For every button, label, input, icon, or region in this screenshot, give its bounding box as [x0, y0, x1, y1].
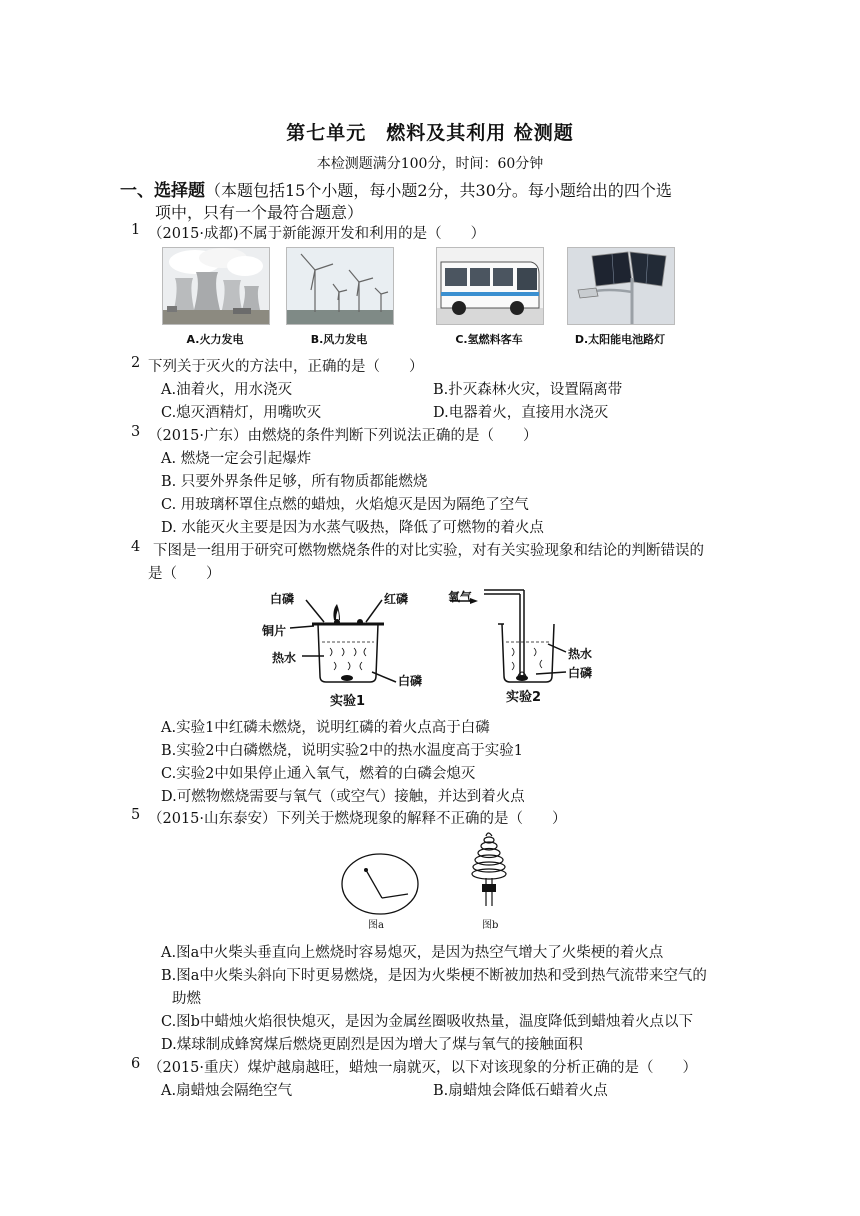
label-white-p-3: 白磷 [568, 666, 593, 680]
q6-number: 6 [131, 1056, 141, 1072]
label-hot-water-1: 热水 [272, 651, 297, 665]
q4-option-c: C.实验2中如果停止通入氧气，燃着的白磷会熄灭 [161, 766, 476, 782]
label-exp1: 实验1 [330, 694, 366, 709]
q4-option-b: B.实验2中白磷燃烧，说明实验2中的热水温度高于实验1 [161, 743, 523, 759]
q3-number: 3 [131, 424, 141, 440]
q5-number: 5 [131, 807, 141, 823]
q5-option-d: D.煤球制成蜂窝煤后燃烧更剧烈是因为增大了煤与氧气的接触面积 [161, 1037, 583, 1053]
caption-a: A.火力发电 [186, 333, 244, 346]
q1-stem: （2015·成都)不属于新能源开发和利用的是（ ） [148, 226, 486, 242]
q2-option-c: C.熄灭酒精灯，用嘴吹灭 [161, 405, 322, 421]
q6-option-b: B.扇蜡烛会降低石蜡着火点 [433, 1083, 608, 1099]
q3-option-a: A. 燃烧一定会引起爆炸 [161, 451, 312, 467]
q3-option-d: D. 水能灭火主要是因为水蒸气吸热，降低了可燃物的着火点 [161, 520, 544, 536]
label-copper: 铜片 [262, 624, 287, 638]
page-title: 第七单元 燃料及其利用 检测题 [286, 122, 574, 144]
q2-option-b: B.扑灭森林火灾，设置隔离带 [433, 382, 623, 398]
q4-stem-1: 下图是一组用于研究可燃物燃烧条件的对比实验，对有关实验现象和结论的判断错误的 [153, 543, 704, 559]
q6-option-a: A.扇蜡烛会隔绝空气 [161, 1083, 293, 1099]
q3-stem: （2015·广东）由燃烧的条件判断下列说法正确的是（ ） [148, 428, 538, 444]
label-hot-water-2: 热水 [568, 647, 593, 661]
q4-option-a: A.实验1中红磷未燃烧，说明红磷的着火点高于白磷 [161, 720, 490, 736]
caption-c: C.氢燃料客车 [455, 333, 523, 346]
q2-option-a: A.油着火，用水浇灭 [161, 382, 293, 398]
q4-number: 4 [131, 539, 141, 555]
q2-number: 2 [131, 355, 141, 371]
photo-solar-lamp [567, 247, 675, 325]
q4-experiment-diagram [262, 584, 612, 706]
section-title: 一、选择题 [120, 181, 205, 201]
q5-option-b: B.图a中火柴头斜向下时更易燃烧，是因为火柴梗不断被加热和受到热气流带来空气的 [161, 968, 707, 984]
caption-d: D.太阳能电池路灯 [574, 333, 666, 346]
q2-option-d: D.电器着火，直接用水浇灭 [433, 405, 609, 421]
q6-stem: （2015·重庆）煤炉越扇越旺，蜡烛一扇就灭，以下对该现象的分析正确的是（ ） [148, 1060, 698, 1076]
q2-stem: 下列关于灭火的方法中，正确的是（ ） [148, 359, 424, 375]
section-heading [120, 176, 672, 201]
q3-option-c: C. 用玻璃杯罩住点燃的蜡烛，火焰熄灭是因为隔绝了空气 [161, 497, 529, 513]
q5-figure [336, 830, 536, 930]
section-desc-2: 项中，只有一个最符合题意） [155, 203, 364, 222]
section-desc-1: （本题包括15个小题，每小题2分，共30分。每小题给出的四个选 [205, 181, 672, 200]
label-white-p-1: 白磷 [270, 592, 295, 606]
photo-wind-power [286, 247, 394, 325]
caption-b: B.风力发电 [310, 333, 368, 346]
q5-stem: （2015·山东泰安）下列关于燃烧现象的解释不正确的是（ ） [148, 811, 567, 827]
label-oxygen: 氧气 [448, 590, 473, 604]
fig-b-label: 图b [482, 920, 499, 931]
q4-option-d: D.可燃物燃烧需要与氧气（或空气）接触，并达到着火点 [161, 789, 525, 805]
photo-hydrogen-bus [436, 247, 544, 325]
q5-option-b-cont: 助燃 [172, 991, 201, 1007]
label-white-p-2: 白磷 [398, 674, 423, 688]
page-subtitle: 本检测题满分100分，时间：60分钟 [316, 156, 544, 172]
q5-option-a: A.图a中火柴头垂直向上燃烧时容易熄灭，是因为热空气增大了火柴梗的着火点 [161, 945, 664, 961]
photo-thermal-power [162, 247, 270, 325]
q5-option-c: C.图b中蜡烛火焰很快熄灭，是因为金属丝圈吸收热量，温度降低到蜡烛着火点以下 [161, 1014, 693, 1030]
label-red-p: 红磷 [384, 592, 409, 606]
q4-stem-2: 是（ ） [148, 566, 221, 582]
q1-number: 1 [131, 222, 141, 238]
fig-a-label: 图a [368, 920, 384, 931]
q3-option-b: B. 只要外界条件足够，所有物质都能燃烧 [161, 474, 428, 490]
label-exp2: 实验2 [506, 690, 542, 705]
